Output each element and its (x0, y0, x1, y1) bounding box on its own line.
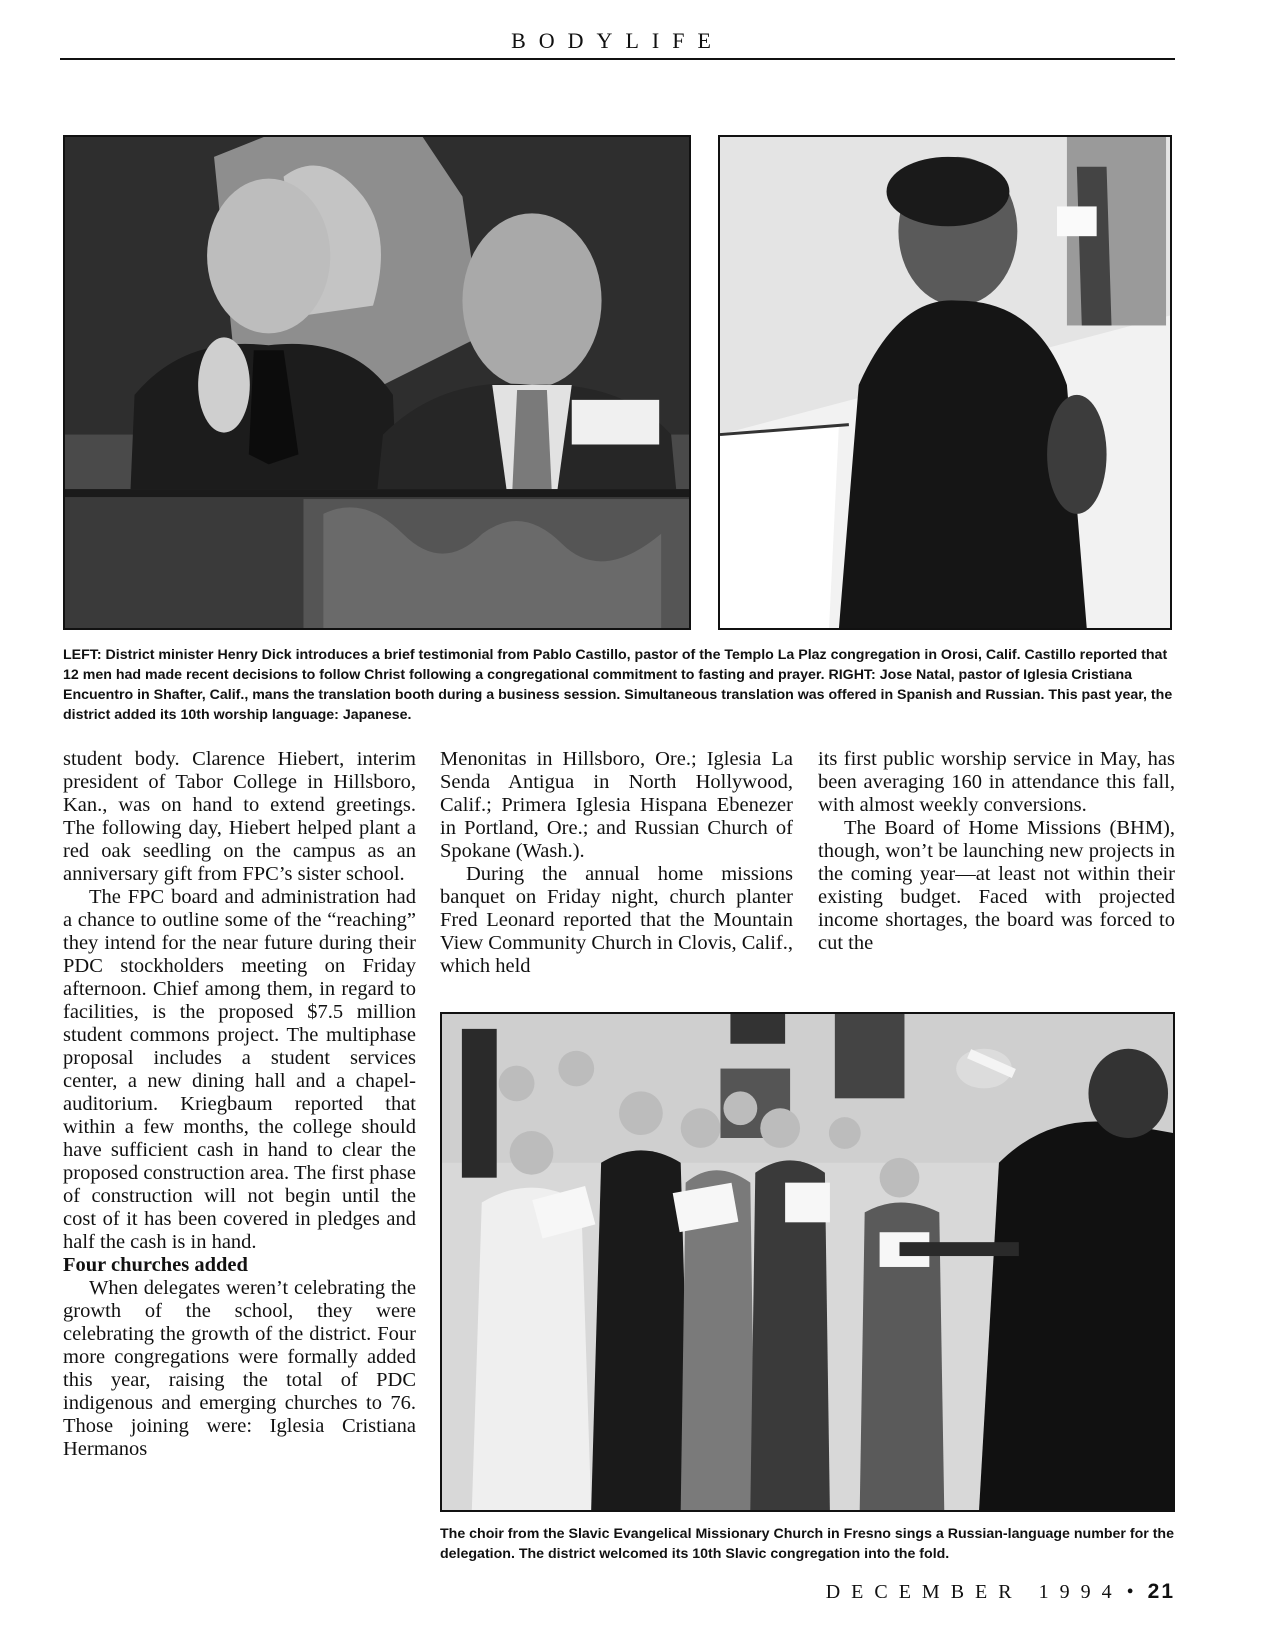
subheading-four-churches: Four churches added (63, 1254, 248, 1276)
photo-slavic-choir (440, 1012, 1175, 1512)
article-column-2 (440, 748, 793, 978)
footer-bullet: • (1126, 1581, 1134, 1603)
article-paragraph: Menonitas in Hillsboro, Ore.; Iglesia La Senda Antigua in North Hollywood, Calif.; Primera Iglesia Hispana Ebenezer in Portland, Ore.; and Russian Church of Spokane (Wash.). (440, 748, 793, 862)
page-number: 21 (1147, 1580, 1175, 1603)
photo-caption-top: LEFT: District minister Henry Dick introduces a brief testimonial from Pablo Castillo, pastor of the Templo La Plaz congregation in Orosi, Calif. Castillo reported that 12 men had made recent decisions to follow Christ following a congregational commitment to fasting and prayer. RIGHT: Jose Natal, pastor of Iglesia Cristiana Encuentro in Shafter, Calif., mans the translation booth during a business session. Simultaneous translation was offered in Spanish and Russian. This past year, the district added its 10th worship language: Japanese. (63, 647, 1173, 723)
article-column-1 (63, 748, 416, 1461)
photo-translation-booth (718, 135, 1172, 630)
header-rule (60, 58, 1175, 60)
article-paragraph: its first public worship service in May, has been averaging 160 in attendance this fall, with almost weekly conversions. (818, 748, 1175, 816)
article-paragraph: When delegates weren’t celebrating the growth of the school, they were celebrating the growth of the district. Four more congregations were formally added this year, raising the total of PDC indigenous and emerging churches to 76. Those joining were: Iglesia Cristiana Hermanos (63, 1277, 416, 1460)
page-footer (826, 1580, 1175, 1604)
article-paragraph: During the annual home missions banquet on Friday night, church planter Fred Leonard reported that the Mountain View Community Church in Clovis, Calif., which held (440, 863, 793, 977)
photo-caption-choir: The choir from the Slavic Evangelical Missionary Church in Fresno sings a Russian-language number for the delegation. The district welcomed its 10th Slavic congregation into the fold. (440, 1526, 1174, 1562)
section-title: BODYLIFE (511, 28, 724, 53)
article-paragraph: student body. Clarence Hiebert, interim president of Tabor College in Hillsboro, Kan., was on hand to extend greetings. The following day, Hiebert helped plant a red oak seedling on the campus as an anniversary gift from FPC’s sister school. (63, 748, 416, 885)
article-paragraph: The FPC board and administration had a chance to outline some of the “reaching” they intend for the near future during their PDC stockholders meeting on Friday afternoon. Chief among them, in regard to facilities, is the proposed $7.5 million student commons project. The multiphase proposal includes a student services center, a new dining hall and a chapel-auditorium. Kriegbaum reported that within a few months, the college should have sufficient cash in hand to clear the proposed construction area. The first phase of construction will not begin until the cost of it has been covered in pledges and half the cash is in hand. (63, 886, 416, 1253)
article-paragraph: The Board of Home Missions (BHM), though, won’t be launching new projects in the coming year—at least not within their existing budget. Faced with projected income shortages, the board was forced to cut the (818, 817, 1175, 954)
issue-date: DECEMBER 1994 (825, 1581, 1123, 1603)
article-column-3 (818, 748, 1175, 955)
photo-podium-speakers (63, 135, 691, 630)
